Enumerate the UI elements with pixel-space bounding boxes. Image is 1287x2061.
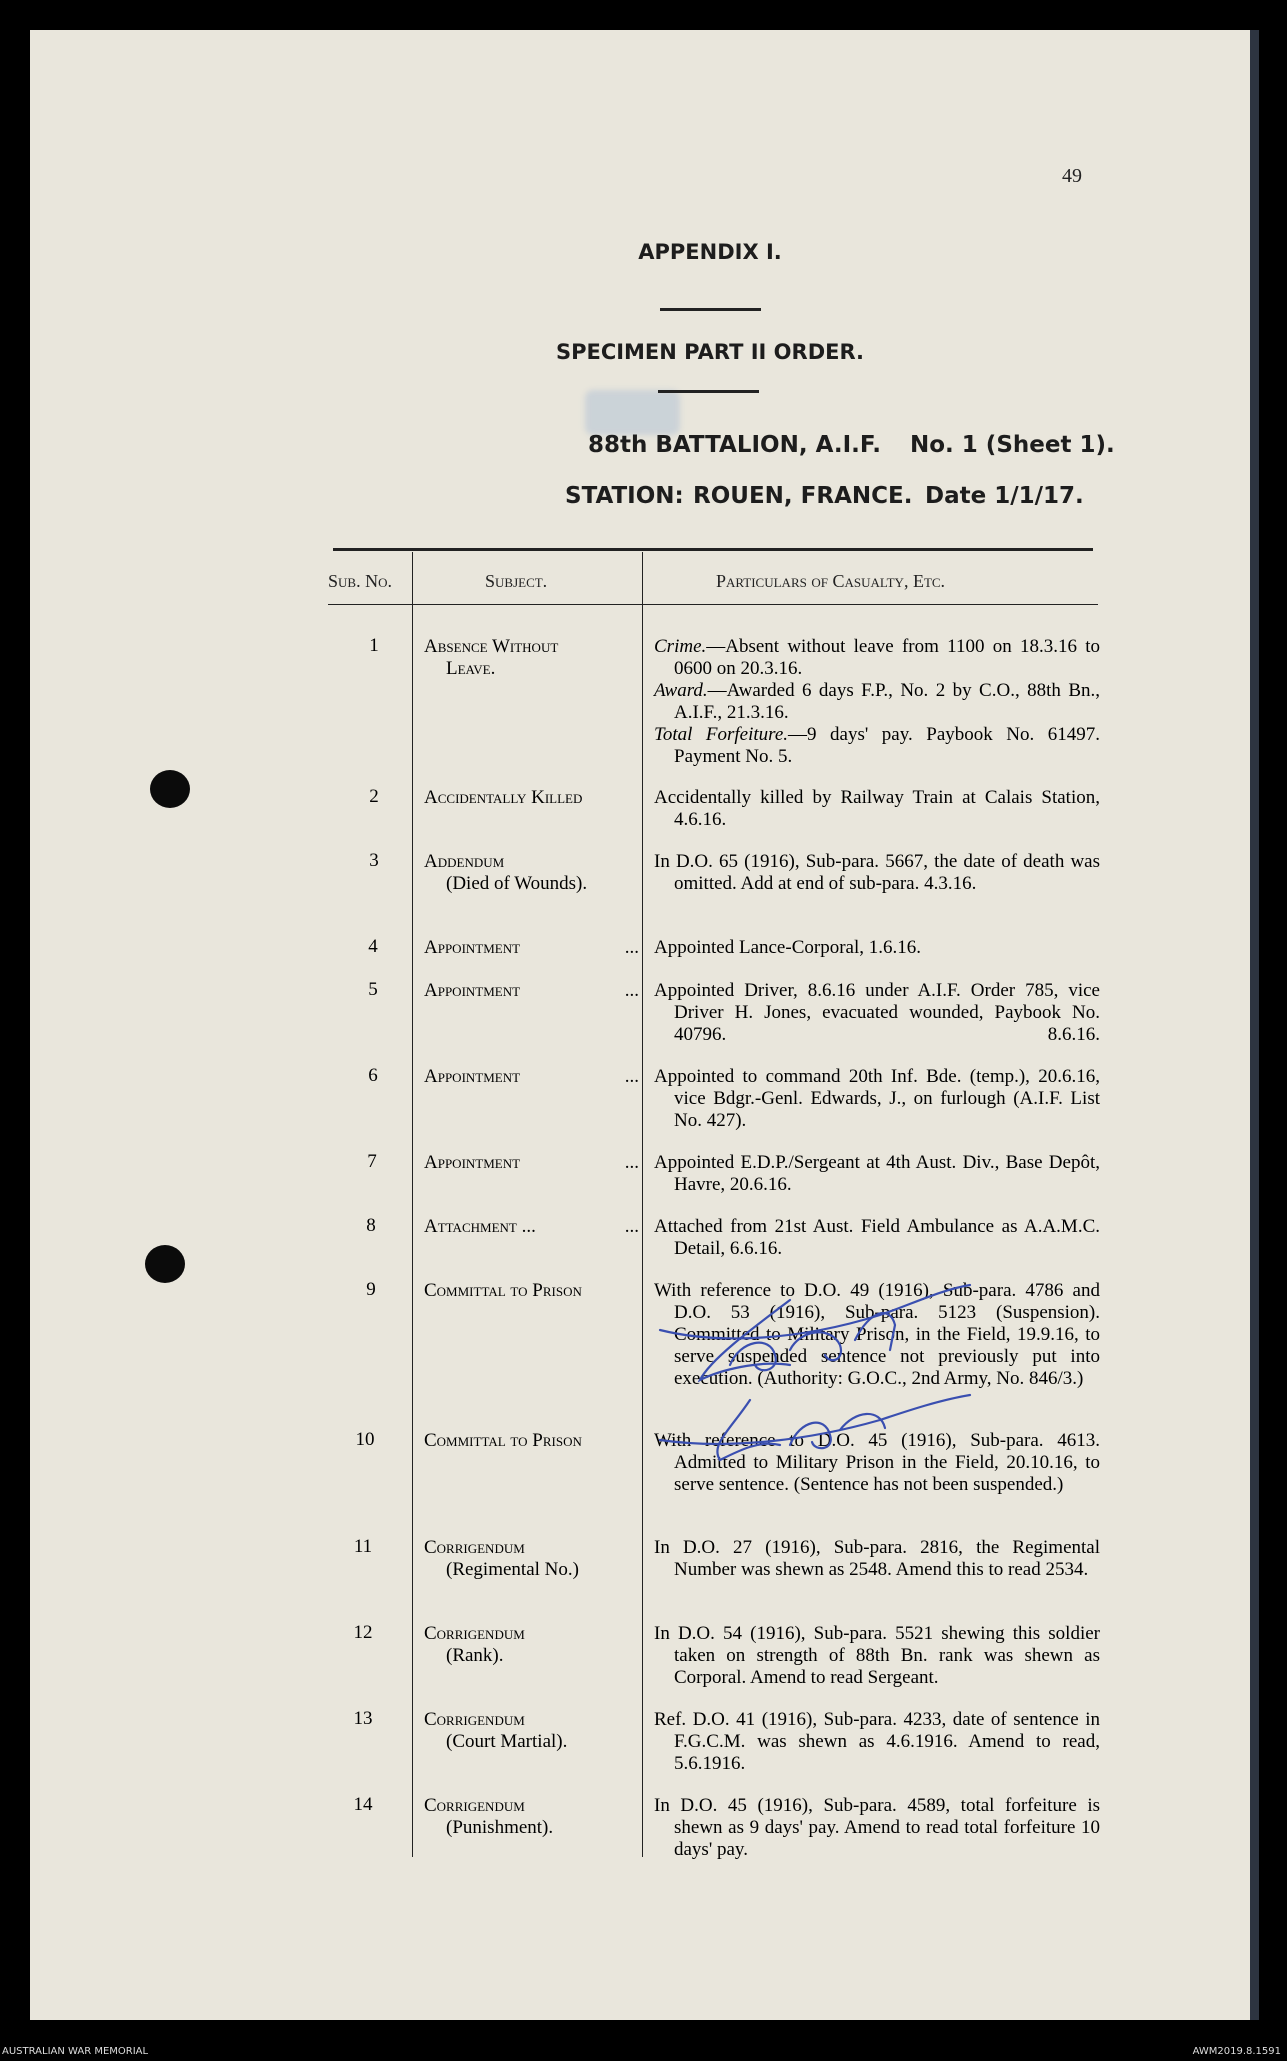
row-subject (424, 1623, 639, 1667)
subject-text: Corrigendum (424, 1537, 525, 1558)
particulars-text: In D.O. 27 (1916), Sub-para. 2816, the Regimental Number was shewn as 2548. Amend this to read 2534. (654, 1537, 1100, 1580)
row-particulars (654, 636, 1100, 768)
row-subject (424, 937, 639, 959)
subject-text: Corrigendum (424, 1709, 525, 1730)
particulars-text: In D.O. 45 (1916), Sub-para. 4589, total forfeiture is shewn as 9 days' pay. Amend to read total forfeiture 10 days' pay. (654, 1795, 1100, 1860)
signature-stroke (660, 1285, 970, 1338)
punch-hole (150, 770, 190, 808)
particulars-trailer: 8.6.16. (1047, 1024, 1100, 1045)
signature-stroke (717, 1400, 780, 1460)
award-text: —Awarded 6 days F.P., No. 2 by C.O., 88th Bn., A.I.F., 21.3.16. (674, 680, 1100, 723)
particulars-text: Ref. D.O. 41 (1916), Sub-para. 4233, date of sentence in F.G.C.M. was shewn as 4.6.1916. Amend to read, 5.6.1916. (654, 1709, 1100, 1774)
row-subject (424, 1216, 639, 1238)
subject-text: Accidentally Killed (424, 787, 583, 808)
subject-text: Committal to Prison (424, 1430, 582, 1451)
title-divider (660, 308, 761, 311)
order-date: Date 1/1/17. (925, 483, 1084, 509)
page-edge (1250, 30, 1259, 2020)
order-title: SPECIMEN PART II ORDER. (555, 340, 865, 364)
row-number: 11 (353, 1536, 373, 1557)
subject-continuation: (Court Martial). (446, 1731, 568, 1752)
col-header-sub-no: Sub. No. (328, 571, 392, 591)
row-particulars (654, 937, 1100, 959)
subject-continuation: (Punishment). (446, 1817, 554, 1838)
row-number: 14 (353, 1794, 373, 1815)
row-particulars (654, 1623, 1100, 1689)
subject-text: Corrigendum (424, 1623, 525, 1644)
row-subject (424, 1280, 639, 1302)
subject-text: Committal to Prison (424, 1280, 582, 1301)
row-particulars (654, 1066, 1100, 1132)
subject-continuation: (Regimental No.) (446, 1559, 579, 1580)
col-header-particulars: Particulars of Casualty, Etc. (716, 571, 946, 591)
particulars-text: Appointed Driver, 8.6.16 under A.I.F. Order 785, vice Driver H. Jones, evacuated wounded, Paybook No. 40796. (654, 980, 1100, 1045)
order-number: No. 1 (Sheet 1). (910, 432, 1115, 458)
subject-continuation: Leave. (446, 658, 496, 679)
signature-stroke (730, 1313, 895, 1370)
particulars-text: Attached from 21st Aust. Field Ambulance as A.A.M.C. Detail, 6.6.16. (654, 1216, 1100, 1259)
column-divider (412, 552, 413, 1857)
row-number: 6 (368, 1065, 378, 1086)
particulars-text: Accidentally killed by Railway Train at Calais Station, 4.6.16. (654, 787, 1100, 830)
row-particulars (654, 1537, 1100, 1581)
row-number: 5 (368, 979, 378, 1000)
row-number: 2 (369, 786, 379, 807)
title-divider (658, 390, 759, 393)
particulars-text: Appointed Lance-Corporal, 1.6.16. (654, 937, 921, 958)
leader-dots: ... (624, 1152, 639, 1173)
subject-text: Appointment (424, 937, 521, 958)
row-number: 13 (353, 1708, 373, 1729)
subject-continuation: (Died of Wounds). (446, 873, 588, 894)
punch-hole (145, 1245, 185, 1283)
row-subject (424, 1795, 639, 1839)
footer-accession-number: AWM2019.8.1591 (1192, 2046, 1281, 2057)
row-subject (424, 1709, 639, 1753)
row-subject (424, 980, 639, 1002)
particulars-text: In D.O. 65 (1916), Sub-para. 5667, the date of death was omitted. Add at end of sub-para. 4.3.16. (654, 851, 1100, 894)
crime-text: —Absent without leave from 1100 on 18.3.16 to 0600 on 20.3.16. (674, 636, 1100, 679)
particulars-text: With reference to D.O. 45 (1916), Sub-para. 4613. Admitted to Military Prison in the Field, 20.10.16, to serve sentence. (Sentence has not been suspended.) (654, 1430, 1100, 1495)
leader-dots: ... (624, 1066, 639, 1087)
subject-text: Appointment (424, 980, 521, 1001)
column-divider (642, 552, 643, 1857)
particulars-text: Appointed to command 20th Inf. Bde. (temp.), 20.6.16, vice Bdgr.-Genl. Edwards, J., on furlough (A.I.F. List No. 427). (654, 1066, 1100, 1131)
leader-dots: ... (624, 980, 639, 1001)
station-label: STATION: (565, 483, 684, 509)
subject-text: Attachment ... (424, 1216, 536, 1237)
row-number: 12 (353, 1622, 373, 1643)
faded-stamp (585, 390, 680, 435)
row-number: 4 (368, 936, 378, 957)
row-particulars (654, 980, 1100, 1046)
crime-label: Crime. (654, 636, 707, 657)
row-number: 3 (369, 850, 379, 871)
subject-continuation: (Rank). (446, 1645, 504, 1666)
row-number: 10 (355, 1429, 375, 1450)
particulars-text: With reference to D.O. 49 (1916), Sub-para. 4786 and D.O. 53 (1916), Sub-para. 5123 (Suspension). Committed to Military Prison, in the Field, 19.9.16, to serve suspended sentence not previously put into execution. (Authority: G.O.C., 2nd Army, No. 846/3.) (654, 1280, 1100, 1389)
forfeiture-text: —9 days' pay. Paybook No. 61497. Payment No. 5. (674, 724, 1100, 767)
subject-text: Addendum (424, 851, 505, 872)
table-top-rule (333, 548, 1093, 551)
signature-stroke (700, 1300, 790, 1380)
handwritten-signature (640, 1270, 1020, 1500)
row-number: 9 (366, 1279, 376, 1300)
row-subject (424, 1066, 639, 1088)
subject-text: Corrigendum (424, 1795, 525, 1816)
row-number: 8 (366, 1215, 376, 1236)
subject-text: Appointment (424, 1152, 521, 1173)
row-subject (424, 787, 639, 809)
forfeiture-label: Total Forfeiture. (654, 724, 789, 745)
subject-text: Absence Without (424, 636, 559, 657)
leader-dots: ... (624, 937, 639, 958)
station-value: ROUEN, FRANCE. (693, 483, 913, 509)
appendix-title: APPENDIX I. (638, 240, 782, 264)
unit-name: 88th BATTALION, A.I.F. (588, 432, 881, 458)
row-particulars (654, 1795, 1100, 1861)
row-subject (424, 1537, 639, 1581)
row-particulars (654, 851, 1100, 895)
footer-archive-name: AUSTRALIAN WAR MEMORIAL (2, 2046, 149, 2057)
award-label: Award. (654, 680, 708, 701)
col-header-subject: Subject. (485, 571, 548, 591)
row-particulars (654, 1152, 1100, 1196)
row-particulars (654, 1216, 1100, 1260)
signature-stroke (660, 1395, 970, 1444)
row-subject (424, 1152, 639, 1174)
leader-dots: ... (624, 1216, 639, 1237)
particulars-text: Appointed E.D.P./Sergeant at 4th Aust. Div., Base Depôt, Havre, 20.6.16. (654, 1152, 1100, 1195)
row-subject (424, 851, 639, 895)
row-number: 1 (369, 635, 379, 656)
particulars-text: In D.O. 54 (1916), Sub-para. 5521 shewing this soldier taken on strength of 88th Bn. rank was shewn as Corporal. Amend to read Sergeant. (654, 1623, 1100, 1688)
row-subject (424, 636, 639, 680)
row-particulars (654, 1709, 1100, 1775)
page-number: 49 (1062, 165, 1082, 187)
row-number: 7 (367, 1151, 377, 1172)
row-particulars (654, 787, 1100, 831)
table-header-rule (328, 604, 1098, 605)
row-subject (424, 1430, 639, 1452)
subject-text: Appointment (424, 1066, 521, 1087)
